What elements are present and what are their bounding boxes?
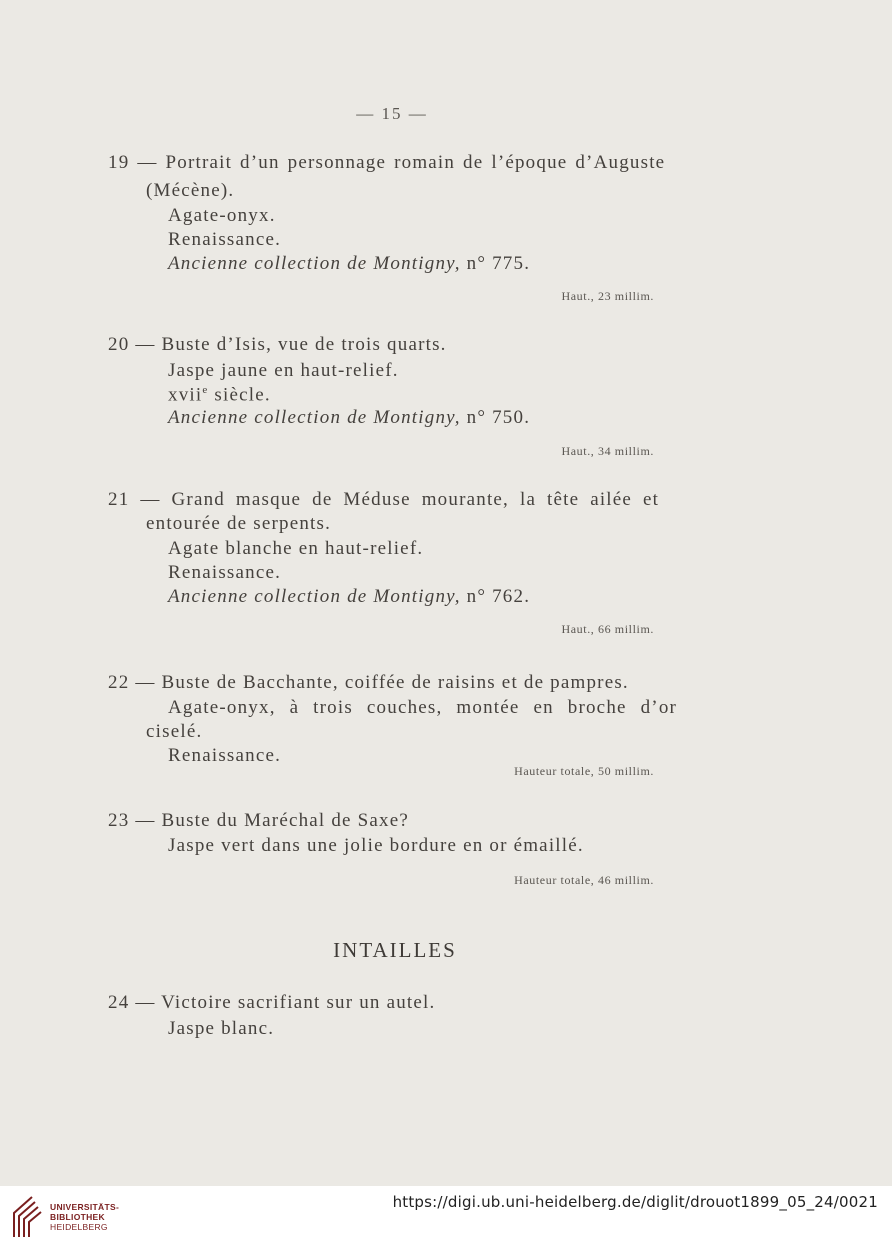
entry-24-title: 24 — Victoire sacrifiant sur un autel. [108, 992, 436, 1013]
entry-23-material: Jaspe vert dans une jolie bordure en or émaillé. [168, 835, 584, 856]
entry-20-century-sup: e [202, 384, 209, 396]
entry-19-provenance-collection: Ancienne collection de Montigny, [168, 253, 461, 274]
entry-20-title: 20 — Buste d’Isis, vue de trois quarts. [108, 334, 447, 355]
entry-19-dimension: Haut., 23 millim. [561, 289, 654, 303]
library-name-line3: HEIDELBERG [50, 1222, 108, 1232]
entry-19-provenance-number: n° 775. [460, 253, 531, 274]
section-heading: INTAILLES [333, 938, 457, 962]
entry-23-title: 23 — Buste du Maréchal de Saxe? [108, 810, 410, 831]
entry-19-continuation: (Mécène). [146, 180, 235, 201]
library-logo-icon [10, 1193, 44, 1239]
entry-20-century: xvii [168, 384, 203, 406]
entry-21-continuation: entourée de serpents. [146, 513, 332, 534]
entry-21-provenance-collection: Ancienne collection de Montigny, [168, 586, 461, 607]
entry-21-title: 21 — Grand masque de Méduse mourante, la tête ailée et [108, 489, 660, 510]
source-url[interactable]: https://digi.ub.uni-heidelberg.de/diglit/drouot1899_05_24/0021 [392, 1193, 878, 1211]
entry-20-dimension: Haut., 34 millim. [561, 444, 654, 458]
entry-19-title: 19 — Portrait d’un personnage romain de l’époque d’Auguste [108, 152, 666, 173]
entry-22-title: 22 — Buste de Bacchante, coiffée de raisins et de pampres. [108, 672, 629, 693]
entry-24-material: Jaspe blanc. [168, 1018, 275, 1039]
entry-22-continuation: ciselé. [146, 721, 203, 742]
entry-23-dimension: Hauteur totale, 46 millim. [514, 873, 654, 887]
entry-20-century-suffix: siècle. [208, 384, 271, 406]
entry-21-period: Renaissance. [168, 562, 282, 583]
library-name-line2: BIBLIOTHEK [50, 1212, 105, 1222]
entry-22-period: Renaissance. [168, 745, 282, 766]
entry-20-period [168, 384, 271, 406]
entry-19-material: Agate-onyx. [168, 205, 276, 226]
entry-20-provenance [168, 407, 530, 429]
entry-19-provenance [168, 253, 530, 275]
entry-22-dimension: Hauteur totale, 50 millim. [514, 764, 654, 778]
entry-21-material: Agate blanche en haut-relief. [168, 538, 424, 559]
entry-20-provenance-collection: Ancienne collection de Montigny, [168, 407, 461, 428]
entry-22-material: Agate-onyx, à trois couches, montée en broche d’or [168, 697, 678, 718]
page-number: — 15 — [356, 104, 428, 123]
entry-20-material: Jaspe jaune en haut-relief. [168, 360, 399, 381]
library-name-line1: UNIVERSITÄTS- [50, 1202, 120, 1212]
entry-20-provenance-number: n° 750. [460, 407, 531, 428]
entry-21-provenance-number: n° 762. [460, 586, 531, 607]
entry-21-provenance [168, 586, 530, 608]
entry-21-dimension: Haut., 66 millim. [561, 622, 654, 636]
entry-19-period: Renaissance. [168, 229, 282, 250]
